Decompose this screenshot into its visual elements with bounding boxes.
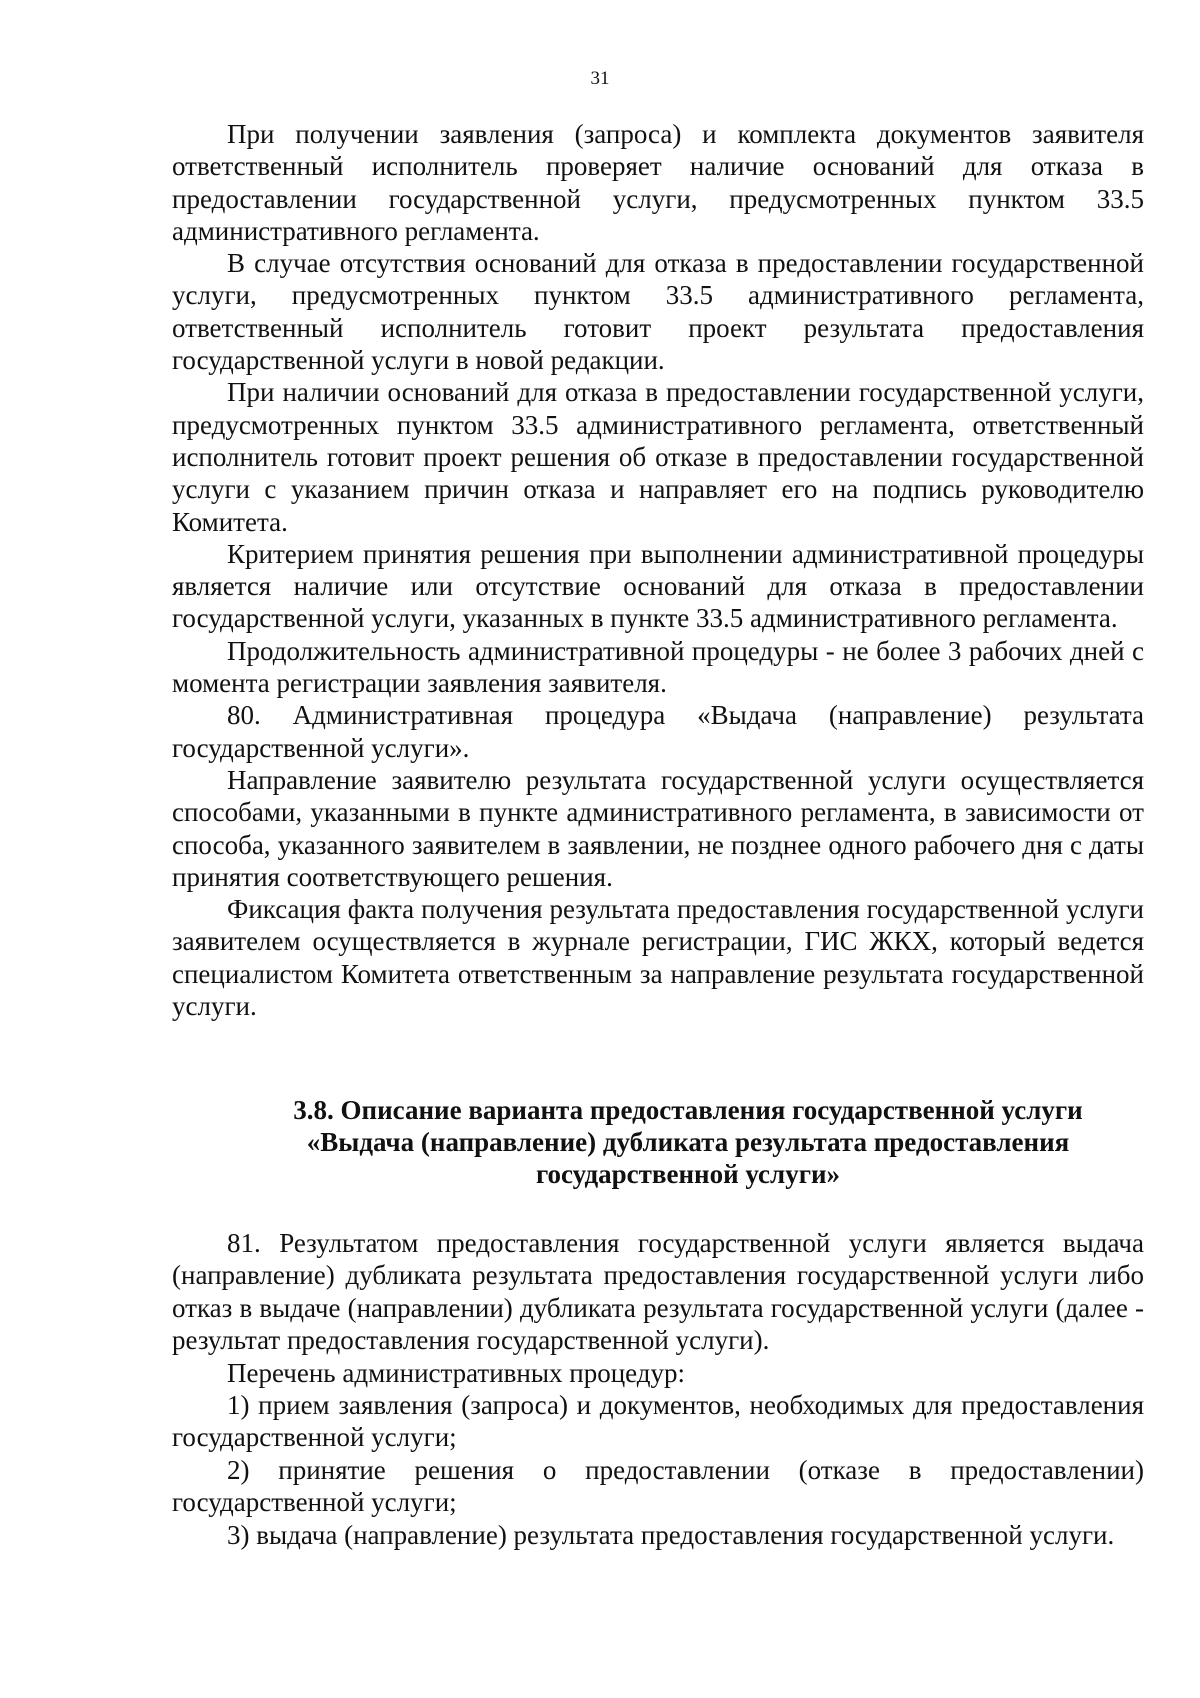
body-text-bottom [172, 1227, 1144, 1551]
list-item: 2) принятие решения о предоставлении (отказе в предоставлении) государственной услуги; [172, 1454, 1144, 1518]
page-number: 31 [590, 68, 610, 89]
list-item: 1) прием заявления (запроса) и документов, необходимых для предоставления государственной услуги; [172, 1390, 1144, 1453]
paragraph: При получении заявления (запроса) и комплекта документов заявителя ответственный исполнитель проверяет наличие оснований для отказа в предоставлении государственной услуги, предусмотренных пунктом 33.5 административного регламента. [172, 119, 1144, 246]
paragraph: Критерием принятия решения при выполнении административной процедуры является наличие или отсутствие оснований для отказа в предоставлении государственной услуги, указанных в пункте 33.5 административного регламента. [172, 538, 1144, 634]
paragraph: При наличии оснований для отказа в предоставлении государственной услуги, предусмотренных пунктом 33.5 административного регламента, ответственный исполнитель готовит проект решения об отказе в предоставлении государственной услуги с указанием причин отказа и направляет его на подпись руководителю Комитета. [172, 377, 1144, 537]
section-heading-line: «Выдача (направление) дубликата результата предоставления [306, 1127, 1070, 1157]
paragraph: 80. Административная процедура «Выдача (направление) результата государственной услуги». [172, 700, 1144, 763]
section-heading-line: государственной услуги» [535, 1159, 841, 1189]
paragraph: Фиксация факта получения результата предоставления государственной услуги заявителем осуществляется в журнале регистрации, ГИС ЖКХ, который ведется специалистом Комитета ответственным за направление результата государственной услуги. [172, 894, 1144, 1022]
paragraph: Перечень административных процедур: [227, 1357, 686, 1388]
section-heading [172, 1094, 1144, 1190]
paragraph: Направление заявителю результата государственной услуги осуществляется способами, указанными в пункте административного регламента, в зависимости от способа, указанного заявителем в заявлении, не позднее одного рабочего дня с даты принятия соответствующего решения. [172, 764, 1144, 892]
paragraph: 81. Результатом предоставления государственной услуги является выдача (направление) дубликата результата предоставления государственной услуги либо отказ в выдаче (направлении) дубликата результата государственной услуги (далее - результат предоставления государственной услуги). [172, 1228, 1144, 1356]
list-item: 3) выдача (направление) результата предоставления государственной услуги. [227, 1519, 1115, 1550]
body-text-top [172, 118, 1144, 1022]
paragraph: Продолжительность административной процедуры - не более 3 рабочих дней с момента регистрации заявления заявителя. [172, 635, 1144, 699]
paragraph: В случае отсутствия оснований для отказа в предоставлении государственной услуги, предусмотренных пунктом 33.5 административного регламента, ответственный исполнитель готовит проект результата предоставления государственной услуги в новой редакции. [172, 248, 1144, 376]
section-heading-line: 3.8. Описание варианта предоставления государственной услуги [293, 1095, 1083, 1125]
